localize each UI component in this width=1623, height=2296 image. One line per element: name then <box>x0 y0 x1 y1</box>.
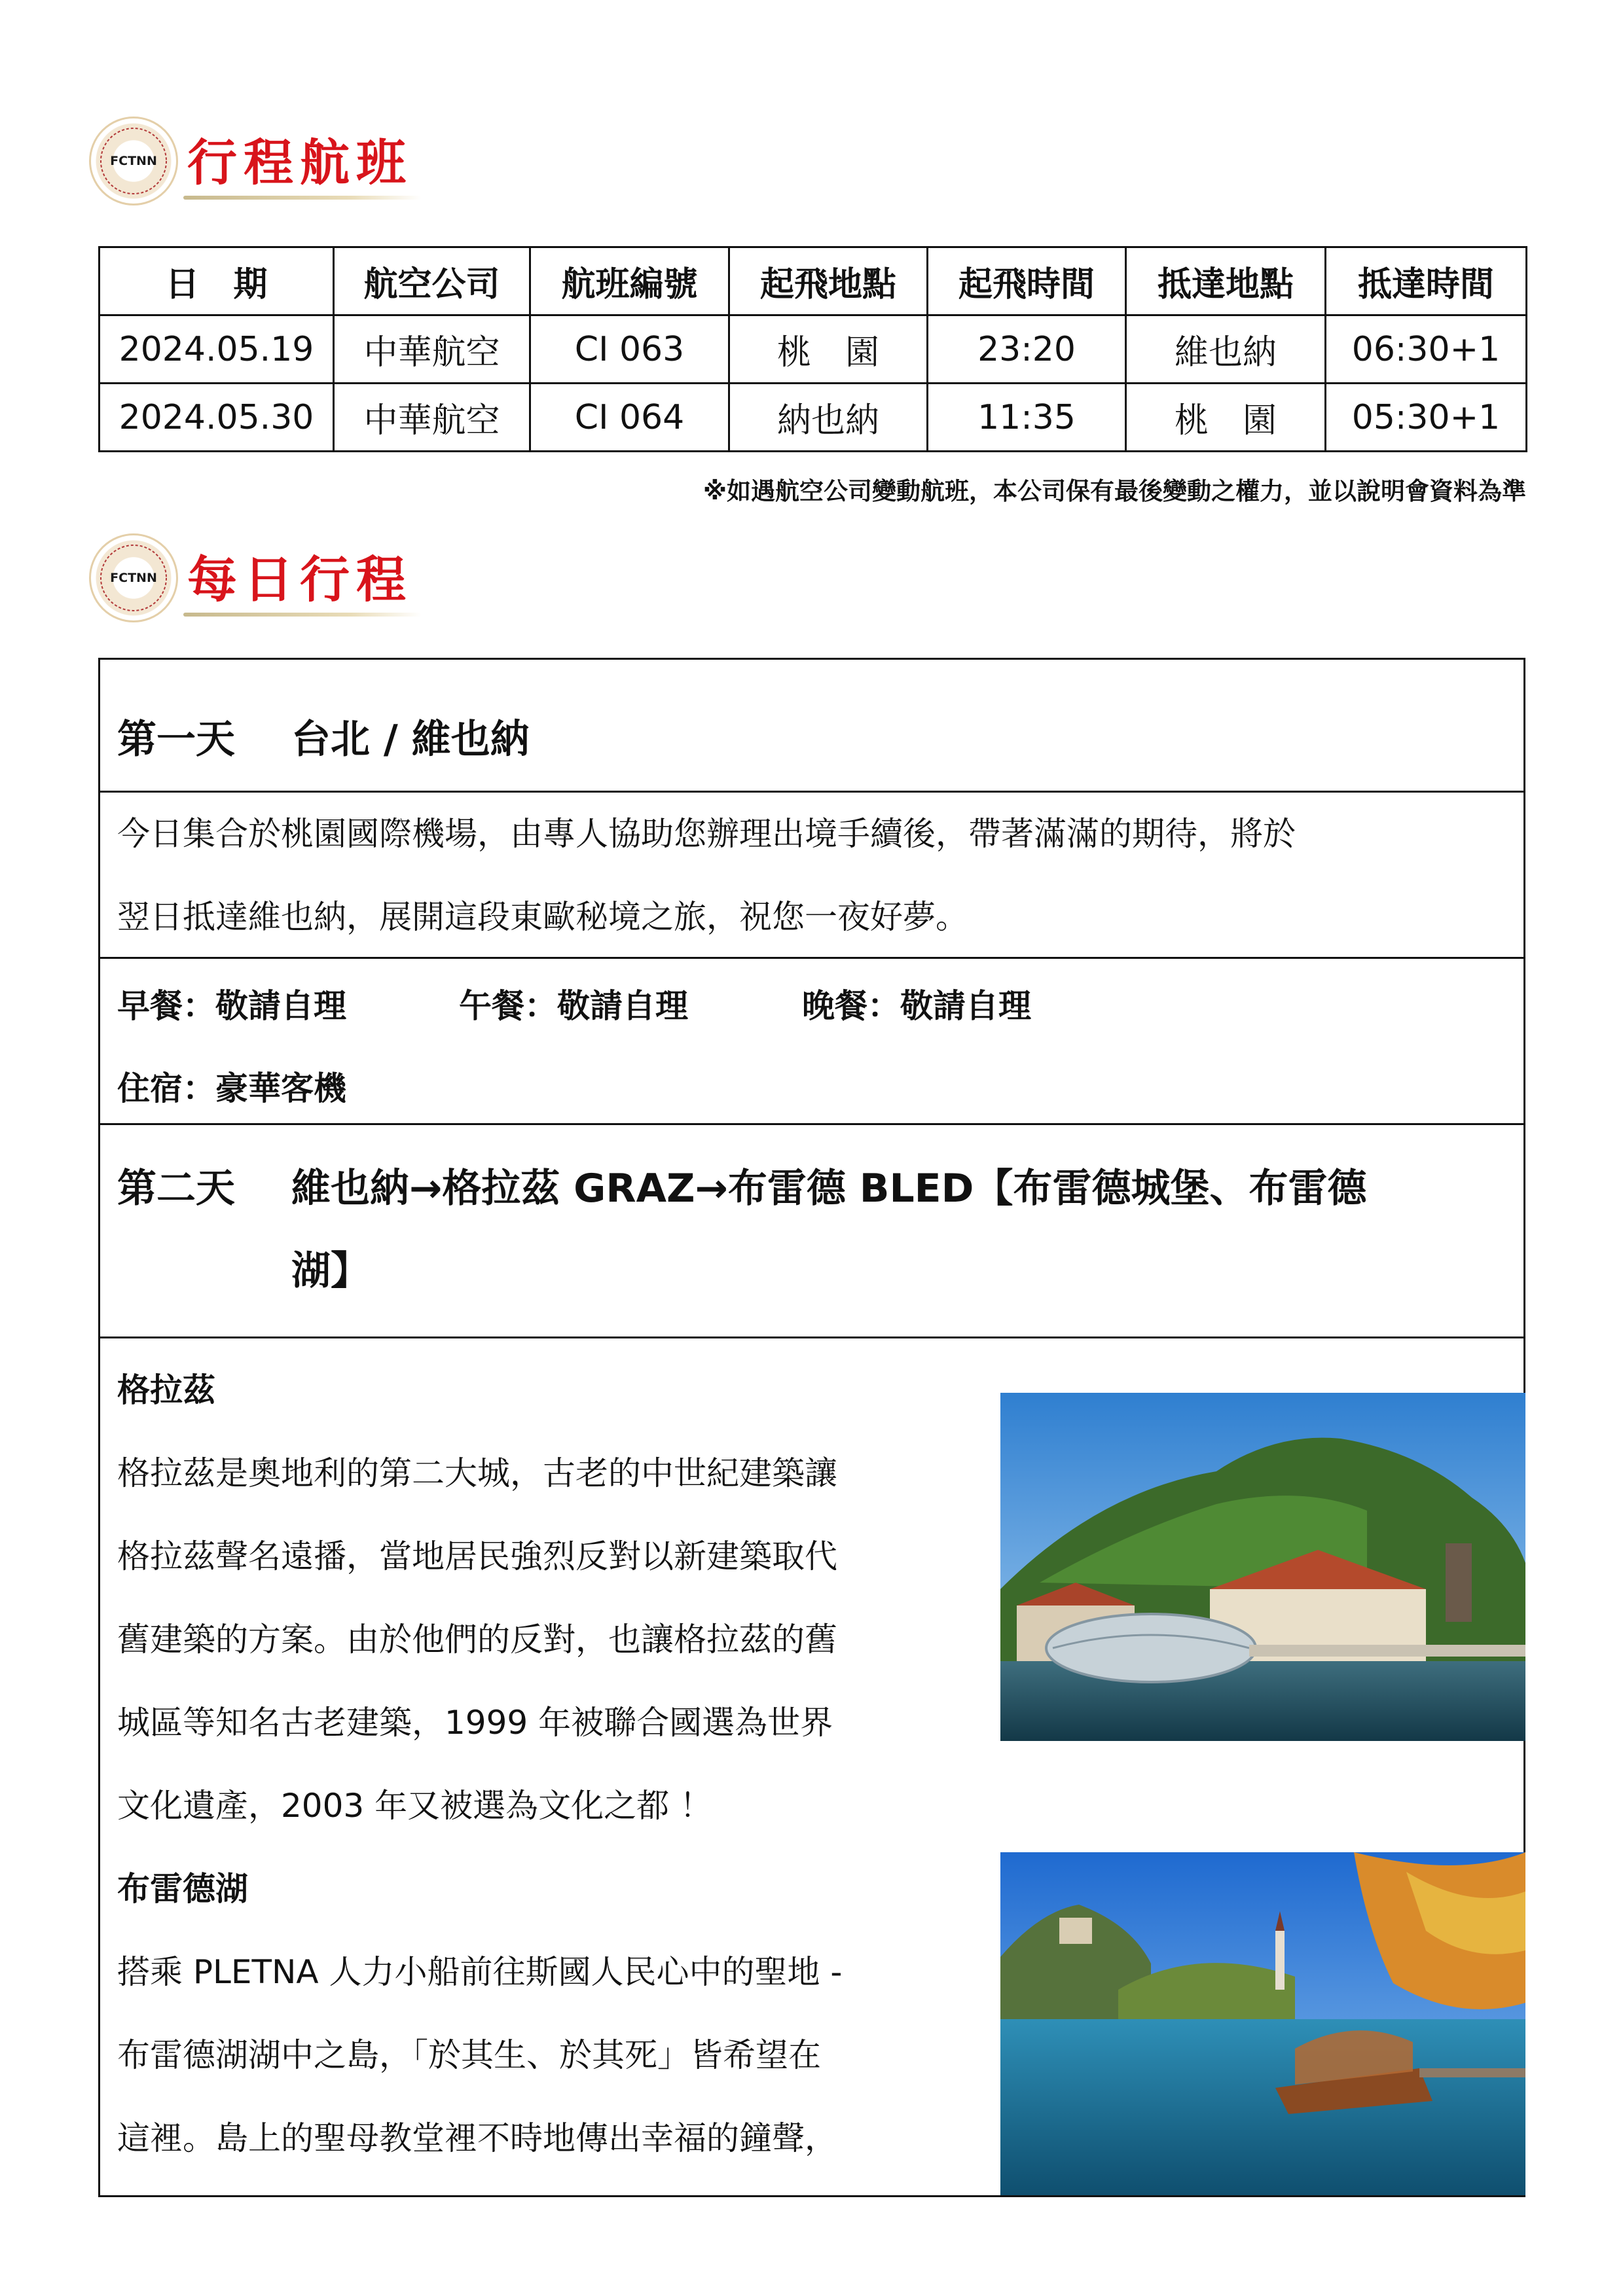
day1-hotel: 住宿：豪華客機 <box>117 1069 346 1107</box>
cell-flight-no: CI 063 <box>530 315 729 384</box>
cell-depart-time: 23:20 <box>928 315 1126 384</box>
table-row <box>100 315 1527 384</box>
bled-lake-photo <box>1000 1852 1525 2195</box>
agency-logo <box>89 533 178 622</box>
graz-photo <box>1000 1393 1525 1741</box>
header-depart-place: 起飛地點 <box>729 247 928 315</box>
bled-line: 這裡。島上的聖母教堂裡不時地傳出幸福的鐘聲， <box>117 2119 837 2157</box>
day1-label: 第一天 <box>117 717 235 762</box>
cell-depart-place: 納也納 <box>729 384 928 452</box>
graz-line: 舊建築的方案。由於他們的反對，也讓格拉茲的舊 <box>117 1621 837 1659</box>
cell-depart-place: 桃 園 <box>729 315 928 384</box>
flight-table <box>98 246 1527 452</box>
bled-line: 搭乘 PLETNA 人力小船前往斯國人民心中的聖地 - <box>117 1953 843 1991</box>
header-flight-no: 航班編號 <box>530 247 729 315</box>
daily-section-title: 每日行程 <box>187 540 412 617</box>
day2-route-line: 維也納→格拉茲 GRAZ→布雷德 BLED【布雷德城堡、布雷德 <box>291 1166 1367 1211</box>
day1-desc-line: 今日集合於桃園國際機場，由專人協助您辦理出境手續後，帶著滿滿的期待，將於 <box>117 815 1296 853</box>
day1-desc <box>117 793 1296 959</box>
day1-title-row <box>100 660 1523 793</box>
table-row <box>100 384 1527 452</box>
itinerary-box <box>98 658 1525 2197</box>
logo-mark: FCTNN <box>110 154 157 168</box>
day1-breakfast: 早餐：敬請自理 <box>117 987 346 1025</box>
cell-arrive-place: 桃 園 <box>1126 384 1326 452</box>
day1-desc-line: 翌日抵達維也納，展開這段東歐秘境之旅，祝您一夜好夢。 <box>117 898 968 936</box>
day1-meals-row <box>100 959 1523 1125</box>
day1-route: 台北 / 維也納 <box>291 717 530 762</box>
graz-line: 格拉茲是奧地利的第二大城，古老的中世紀建築讓 <box>117 1454 837 1492</box>
header-airline: 航空公司 <box>334 247 530 315</box>
flights-section-header <box>89 117 412 206</box>
header-date: 日 期 <box>100 247 334 315</box>
cell-airline: 中華航空 <box>334 315 530 384</box>
graz-line: 格拉茲聲名遠播，當地居民強烈反對以新建築取代 <box>117 1537 837 1575</box>
bled-heading: 布雷德湖 <box>117 1870 248 1908</box>
cell-date: 2024.05.19 <box>100 315 334 384</box>
flight-change-note: ※如遇航空公司變動航班，本公司保有最後變動之權力，並以說明會資料為準 <box>703 477 1526 505</box>
flight-table-header <box>100 247 1527 315</box>
header-depart-time: 起飛時間 <box>928 247 1126 315</box>
graz-line: 文化遺產，2003 年又被選為文化之都 ！ <box>117 1787 713 1825</box>
bled-line: 布雷德湖湖中之島，「於其生、於其死」皆希望在 <box>117 2036 821 2074</box>
day1-title <box>117 708 530 764</box>
cell-airline: 中華航空 <box>334 384 530 452</box>
day2-title <box>117 1147 1366 1312</box>
header-arrive-time: 抵達時間 <box>1326 247 1527 315</box>
agency-logo <box>89 117 178 206</box>
cell-depart-time: 11:35 <box>928 384 1126 452</box>
cell-date: 2024.05.30 <box>100 384 334 452</box>
cell-arrive-time: 06:30+1 <box>1326 315 1527 384</box>
bled-text <box>117 1931 842 2180</box>
day2-title-row <box>100 1125 1523 1338</box>
day1-lunch: 午餐：敬請自理 <box>459 987 688 1025</box>
logo-mark: FCTNN <box>110 571 157 585</box>
day2-route-line: 湖】 <box>291 1248 370 1294</box>
day1-desc-row <box>100 793 1523 959</box>
day2-label: 第二天 <box>117 1166 235 1211</box>
graz-line: 城區等知名古老建築，1999 年被聯合國選為世界 <box>117 1704 833 1742</box>
cell-arrive-place: 維也納 <box>1126 315 1326 384</box>
day1-dinner: 晚餐：敬請自理 <box>802 987 1031 1025</box>
cell-flight-no: CI 064 <box>530 384 729 452</box>
flights-section-title: 行程航班 <box>187 123 412 200</box>
graz-heading: 格拉茲 <box>117 1371 215 1409</box>
graz-text <box>117 1432 837 1848</box>
header-arrive-place: 抵達地點 <box>1126 247 1326 315</box>
daily-section-header <box>89 533 412 622</box>
cell-arrive-time: 05:30+1 <box>1326 384 1527 452</box>
